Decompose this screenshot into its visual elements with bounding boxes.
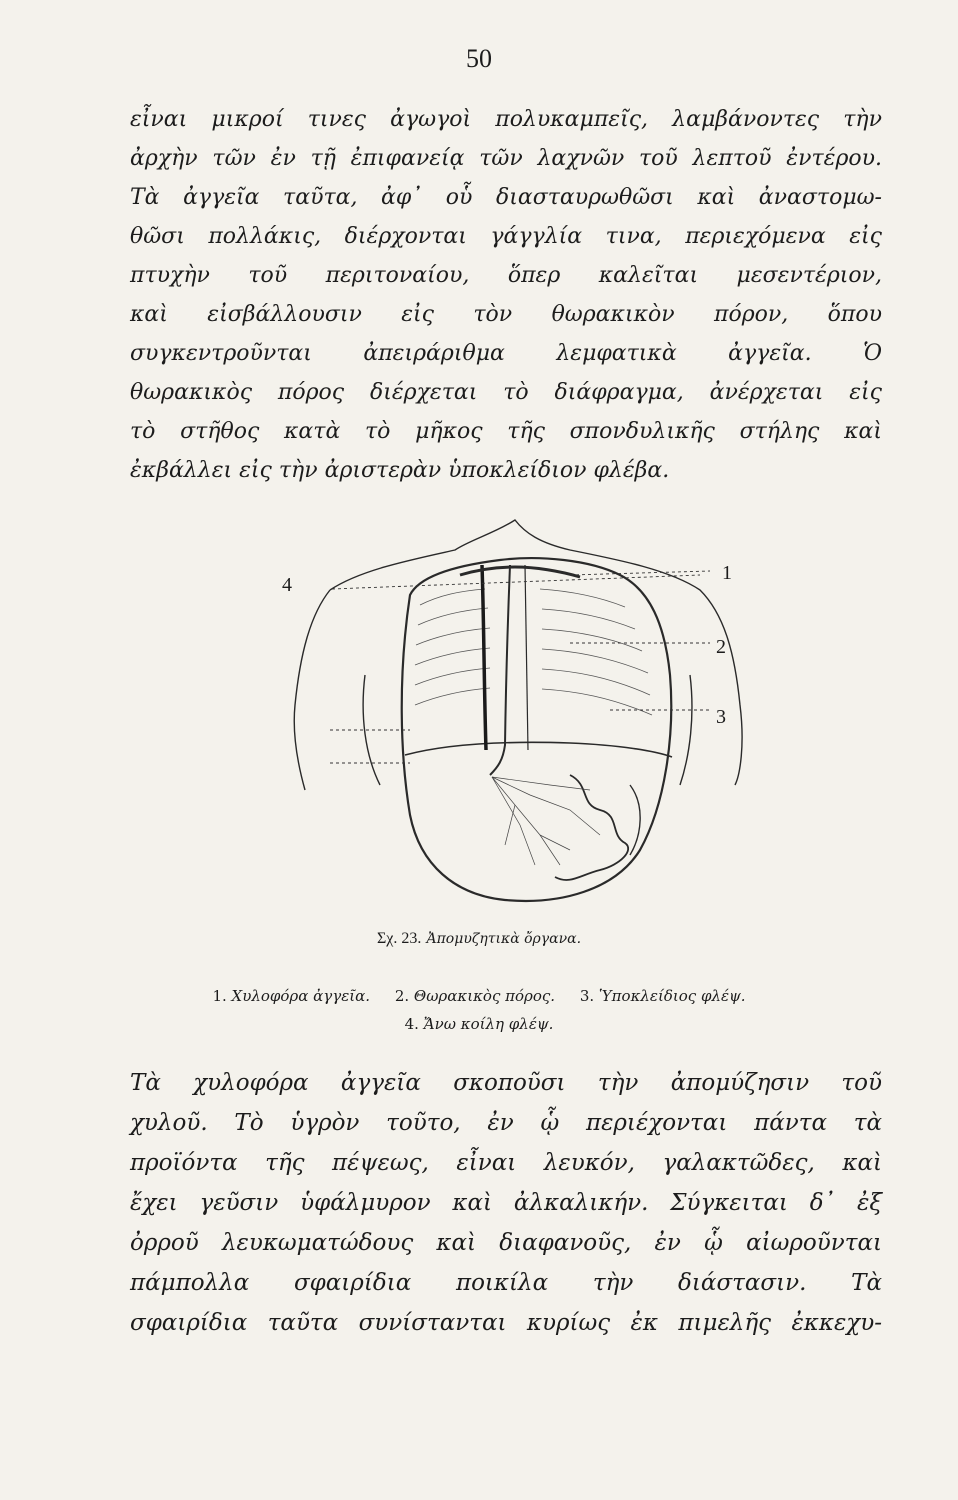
caption-number: Σχ. 23. [376,930,422,947]
text-line: χυλοῦ. Τὸ ὑγρὸν τοῦτο, ἐν ᾧ περιέχονται πάντα τὰ [130,1110,882,1136]
figure-legend [0,982,958,1038]
vena-cava [482,565,486,750]
text-line: σφαιρίδια ταῦτα συνίστανται κυρίως ἐκ πιμελῆς ἐκκεχυ- [130,1310,882,1336]
subclavian-vein [460,567,580,577]
intestine [555,775,628,880]
legend-item [405,1015,554,1033]
text-line: πάμπολλα σφαιρίδια ποικίλα τὴν διάστασιν. Τὰ [130,1270,882,1296]
legend-num: 2. [394,987,410,1005]
legend-text: Ὑποκλείδιος φλέψ. [598,987,746,1005]
left-arm-inner [363,675,380,785]
text-line: καὶ εἰσβάλλουσιν εἰς τὸν θωρακικὸν πόρον, ὅπου [130,302,882,327]
figure-label-2: 2 [716,636,726,658]
text-line: ἀρχὴν τῶν ἐν τῇ ἐπιφανείᾳ τῶν λαχνῶν τοῦ λεπτοῦ ἐντέρου. [130,146,882,171]
legend-text: Θωρακικὸς πόρος. [413,987,556,1005]
text-line: ἐκβάλλει εἰς τὴν ἀριστερὰν ὑποκλείδιον φλέβα. [130,458,670,483]
text-line: εἶναι μικροί τινες ἀγωγοὶ πολυκαμπεῖς, λαμβάνοντες τὴν [130,107,882,132]
page-number: 50 [466,44,492,73]
caption-text: Ἀπομυζητικὰ ὄργανα. [426,931,582,947]
text-line: θωρακικὸς πόρος διέρχεται τὸ διάφραγμα, ἀνέρχεται εἰς [130,380,882,405]
legend-item [580,987,746,1005]
left-arm-outline [294,590,330,790]
right-arm-inner [680,675,692,785]
text-line: πτυχὴν τοῦ περιτοναίου, ὅπερ καλεῖται μεσεντέριον, [130,263,882,288]
paragraph-top [130,100,882,490]
diaphragm [405,742,672,757]
guide-line-4 [332,575,700,589]
legend-text: Ἄνω κοίλη φλέψ. [423,1015,554,1033]
legend-num: 3. [579,987,595,1005]
text-line: Τὰ χυλοφόρα ἀγγεῖα σκοποῦσι τὴν ἀπομύζησιν τοῦ [130,1070,882,1096]
guide-line-1 [570,571,710,575]
legend-num: 4. [404,1015,419,1033]
text-line: ὀρροῦ λευκωματώδους καὶ διαφανοῦς, ἐν ᾧ αἰωροῦνται [130,1230,882,1256]
text-line: τὸ στῆθος κατὰ τὸ μῆκος τῆς σπονδυλικῆς στήλης καὶ [130,419,882,444]
legend-text: Χυλοφόρα ἀγγεῖα. [231,987,371,1005]
figure-label-3: 3 [716,706,726,728]
legend-row [0,982,958,1010]
thorax-cavity [402,558,672,901]
legend-row [0,1010,958,1038]
legend-num: 1. [212,987,227,1005]
text-line: προϊόντα τῆς πέψεως, εἶναι λευκόν, γαλακτῶδες, καὶ [130,1150,882,1176]
paragraph-bottom [130,1063,882,1343]
figure-label-1: 1 [722,562,732,584]
text-line: Τὰ ἀγγεῖα ταῦτα, ἀφ᾽ οὗ διασταυρωθῶσι καὶ ἀναστομω- [130,185,882,210]
text-line: ἔχει γεῦσιν ὑφάλμυρον καὶ ἀλκαλικήν. Σύγκειται δ᾽ ἐξ [130,1190,882,1216]
figure-caption [0,928,958,948]
legend-item [395,987,555,1005]
torso-outline [330,520,742,785]
text-line: θῶσι πολλάκις, διέρχονται γάγγλία τινα, περιεχόμενα εἰς [130,224,882,249]
figure-label-4: 4 [282,574,292,596]
legend-item [212,987,370,1005]
text-line: συγκεντροῦνται ἀπειράριθμα λεμφατικὰ ἀγγεῖα. Ὁ [130,341,882,366]
anatomical-illustration [270,505,770,915]
